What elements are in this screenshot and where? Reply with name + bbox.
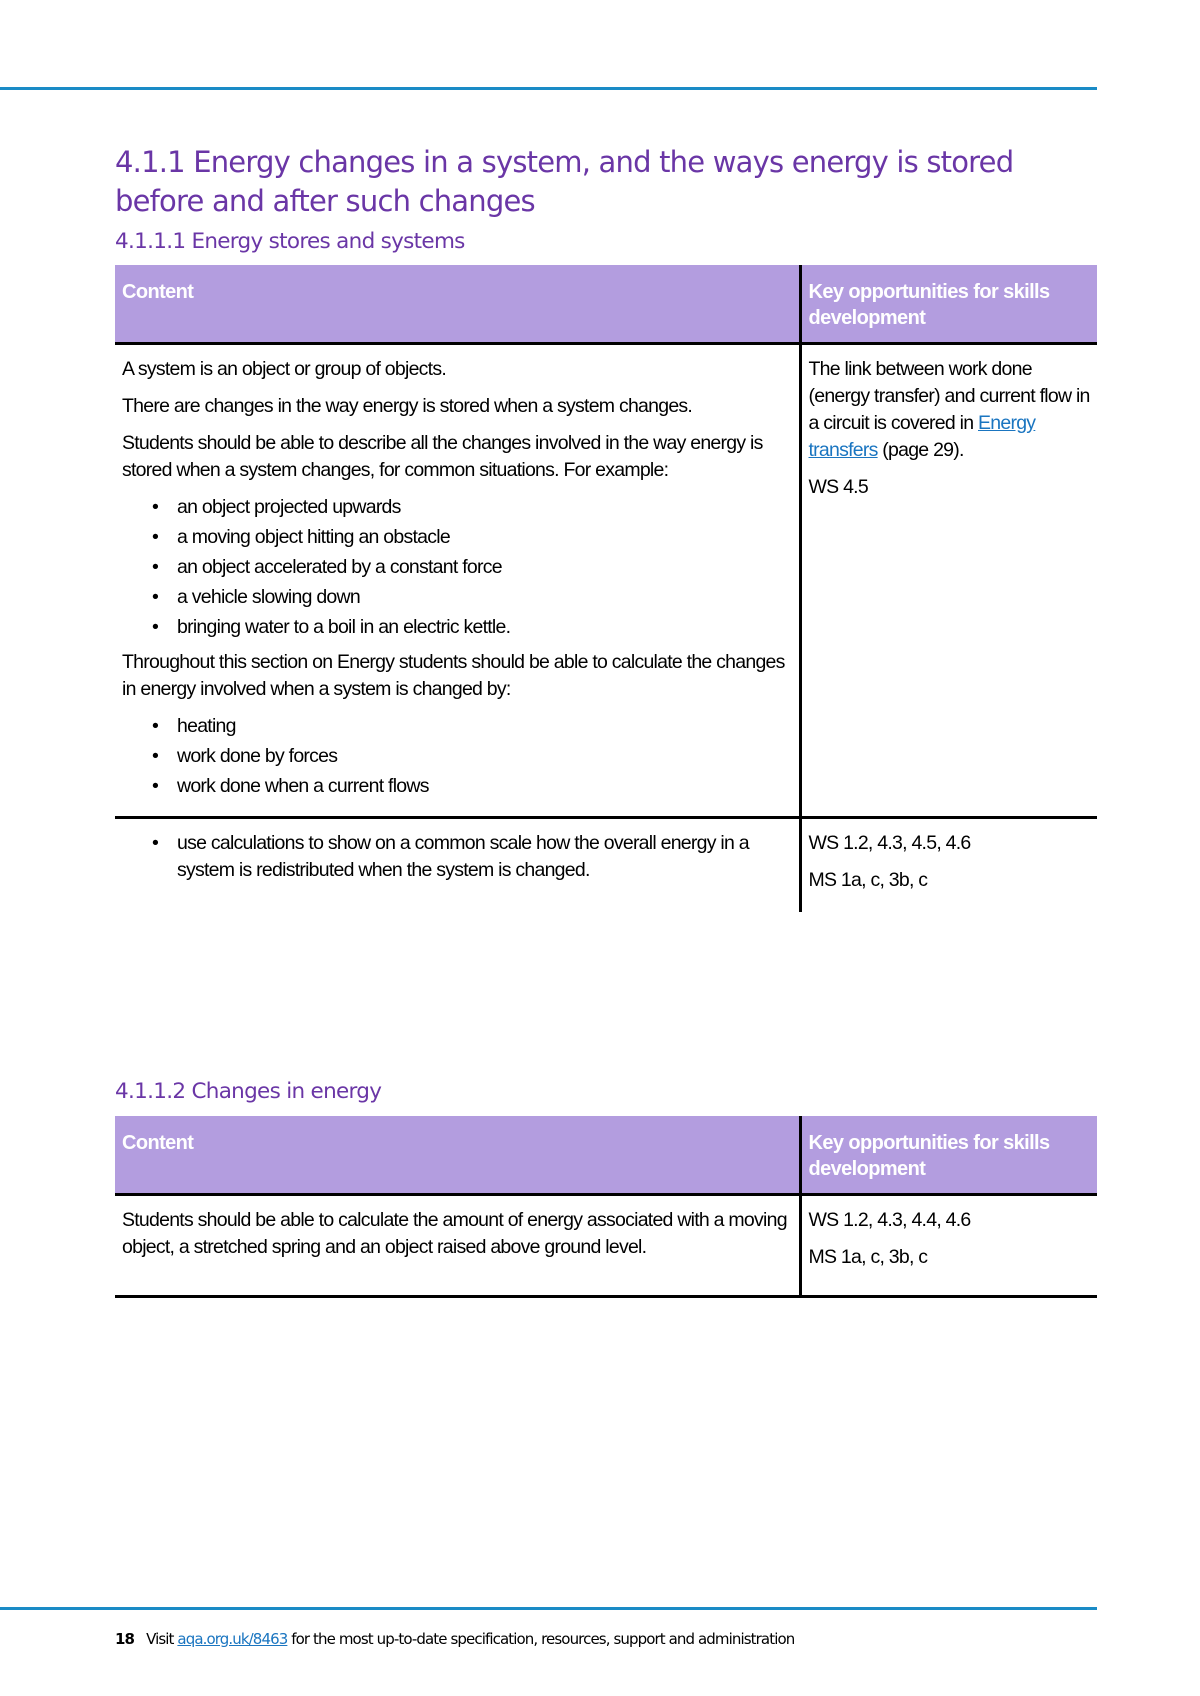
section-title-changes-in-energy: 4.1.1.2 Changes in energy — [115, 1079, 382, 1104]
paragraph: Students should be able to calculate the amount of energy associated with a moving object, a stretched spring and an object raised above ground level. — [122, 1208, 787, 1258]
header-skills: Key opportunities for skills development — [800, 265, 1097, 343]
calc-list — [122, 830, 793, 884]
skills-cell — [800, 817, 1097, 912]
bullet-icon: • — [152, 525, 159, 548]
bullet-icon: • — [152, 774, 159, 797]
list-item: • bringing water to a boil in an electric kettle. — [122, 614, 793, 641]
table-header-row — [115, 265, 1097, 343]
bullet-icon: • — [152, 495, 159, 518]
header-content: Content — [115, 265, 800, 343]
list-item: • a moving object hitting an obstacle — [122, 524, 793, 551]
bullet-icon: • — [152, 585, 159, 608]
content-cell — [115, 343, 800, 817]
footer — [115, 1629, 794, 1649]
energy-transfers-link[interactable]: Energy transfers — [808, 411, 1036, 461]
ms-ref: MS 1a, c, 3b, c — [808, 868, 928, 891]
bullet-icon: • — [152, 714, 159, 737]
list-item: • an object accelerated by a constant force — [122, 554, 793, 581]
energy-stores-table — [115, 265, 1097, 912]
table-row — [115, 817, 1097, 912]
paragraph: A system is an object or group of objects. — [122, 357, 447, 380]
list-item: • a vehicle slowing down — [122, 584, 793, 611]
skills-cell — [800, 343, 1097, 817]
header-content: Content — [115, 1116, 800, 1194]
list-item: • heating — [122, 713, 793, 740]
bullet-icon: • — [152, 615, 159, 638]
skills-cell — [800, 1194, 1097, 1296]
list-item: • an object projected upwards — [122, 494, 793, 521]
content-cell — [115, 817, 800, 912]
section-title-energy-stores: 4.1.1.1 Energy stores and systems — [115, 229, 465, 254]
paragraph: Students should be able to describe all the changes involved in the way energy is stored when a system changes, for common situations. For example: — [122, 431, 763, 481]
bullet-icon: • — [152, 555, 159, 578]
bullet-icon: • — [152, 744, 159, 767]
footer-visit: Visit — [146, 1630, 174, 1648]
skills-note: The link between work done (energy transfer) and current flow in a circuit is covered in Energy transfers (page 29). — [808, 357, 1090, 461]
ws-ref: WS 1.2, 4.3, 4.4, 4.6 — [808, 1208, 971, 1231]
bottom-rule — [0, 1607, 1097, 1610]
list-item: • use calculations to show on a common scale how the overall energy in a system is redistributed when the system is changed. — [152, 831, 749, 881]
page-heading: 4.1.1 Energy changes in a system, and the ways energy is stored before and after such changes — [115, 145, 1014, 218]
page-number: 18 — [115, 1630, 135, 1648]
list-item: • work done when a current flows — [122, 773, 793, 800]
paragraph: Throughout this section on Energy students should be able to calculate the changes in energy involved when a system is changed by: — [122, 650, 785, 700]
table-header-row — [115, 1116, 1097, 1194]
aqa-link[interactable]: aqa.org.uk/8463 — [177, 1630, 288, 1648]
paragraph: There are changes in the way energy is stored when a system changes. — [122, 394, 693, 417]
ws-ref: WS 1.2, 4.3, 4.5, 4.6 — [808, 831, 971, 854]
header-skills: Key opportunities for skills development — [800, 1116, 1097, 1194]
changes-in-energy-table — [115, 1116, 1097, 1298]
examples-list — [122, 494, 793, 641]
ws-ref: WS 4.5 — [808, 475, 868, 498]
table-row — [115, 1194, 1097, 1296]
ms-ref: MS 1a, c, 3b, c — [808, 1245, 928, 1268]
bullet-icon: • — [152, 831, 159, 854]
table-row — [115, 343, 1097, 817]
top-rule — [0, 87, 1097, 90]
footer-text: for the most up-to-date specification, resources, support and administration — [291, 1630, 795, 1648]
methods-list — [122, 713, 793, 800]
content-cell — [115, 1194, 800, 1296]
list-item: • work done by forces — [122, 743, 793, 770]
